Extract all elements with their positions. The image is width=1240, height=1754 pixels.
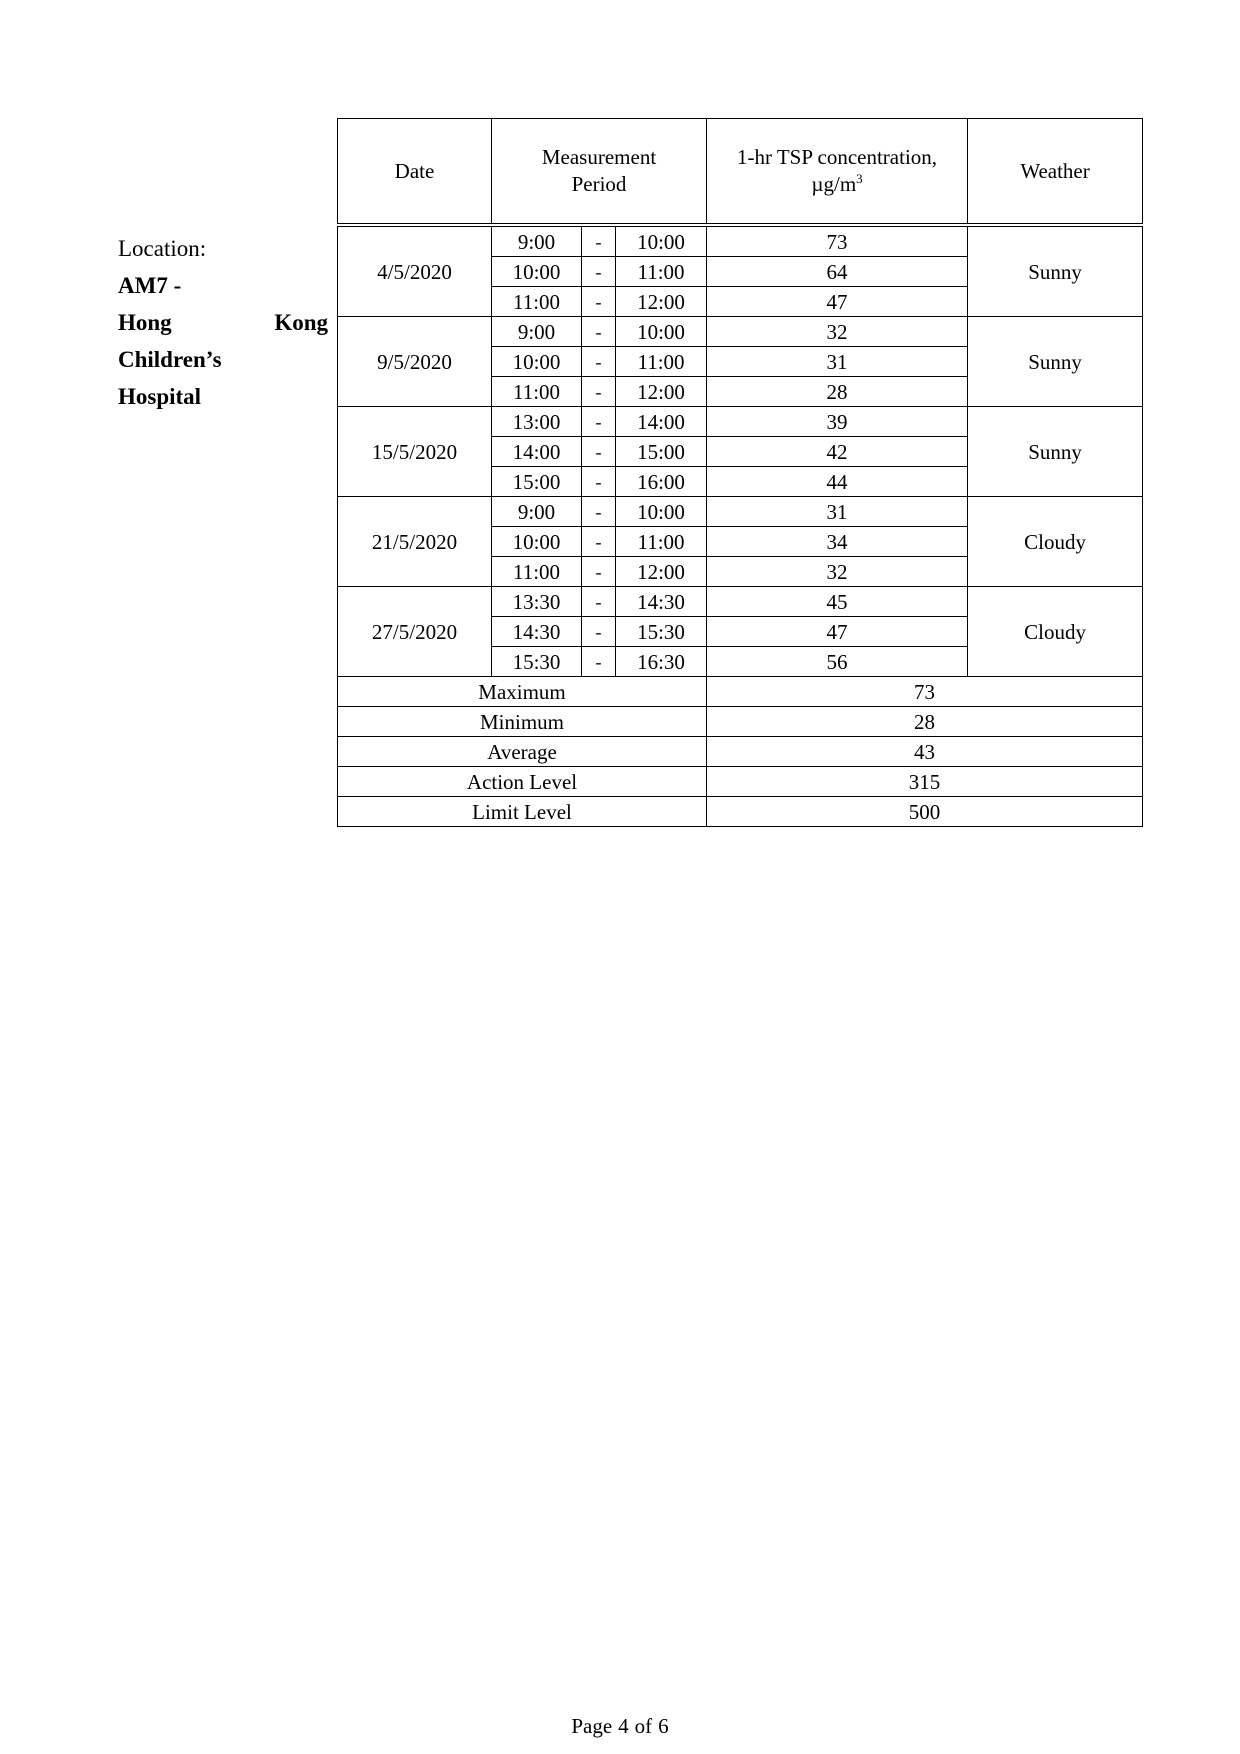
cell-tsp-value: 64 bbox=[707, 257, 968, 287]
cell-tsp-value: 73 bbox=[707, 225, 968, 257]
cell-separator: - bbox=[582, 647, 616, 677]
header-tsp-unit-sup: 3 bbox=[856, 171, 863, 186]
cell-start: 11:00 bbox=[492, 377, 582, 407]
page-footer bbox=[0, 1714, 1240, 1739]
cell-separator: - bbox=[582, 225, 616, 257]
cell-end: 11:00 bbox=[616, 527, 707, 557]
table-body bbox=[338, 225, 1143, 827]
cell-start: 15:30 bbox=[492, 647, 582, 677]
cell-start: 14:00 bbox=[492, 437, 582, 467]
summary-row bbox=[338, 677, 1143, 707]
cell-weather: Sunny bbox=[968, 225, 1143, 317]
summary-row bbox=[338, 767, 1143, 797]
cell-tsp-value: 32 bbox=[707, 557, 968, 587]
cell-weather: Cloudy bbox=[968, 497, 1143, 587]
cell-start: 13:30 bbox=[492, 587, 582, 617]
footer-page-total: 6 bbox=[658, 1714, 669, 1738]
cell-tsp-value: 39 bbox=[707, 407, 968, 437]
cell-weather: Sunny bbox=[968, 407, 1143, 497]
header-weather: Weather bbox=[968, 119, 1143, 226]
cell-weather: Cloudy bbox=[968, 587, 1143, 677]
location-name-word1: Hong bbox=[118, 310, 172, 335]
summary-value: 500 bbox=[707, 797, 1143, 827]
location-name-line2: Children’s bbox=[118, 347, 222, 372]
summary-value: 43 bbox=[707, 737, 1143, 767]
cell-date: 21/5/2020 bbox=[338, 497, 492, 587]
table-row bbox=[338, 407, 1143, 437]
table-row bbox=[338, 587, 1143, 617]
cell-weather: Sunny bbox=[968, 317, 1143, 407]
cell-tsp-value: 32 bbox=[707, 317, 968, 347]
summary-row bbox=[338, 707, 1143, 737]
table-row bbox=[338, 225, 1143, 257]
cell-end: 11:00 bbox=[616, 257, 707, 287]
cell-separator: - bbox=[582, 557, 616, 587]
header-tsp-unit bbox=[811, 172, 862, 196]
cell-tsp-value: 28 bbox=[707, 377, 968, 407]
cell-separator: - bbox=[582, 407, 616, 437]
cell-separator: - bbox=[582, 467, 616, 497]
cell-end: 10:00 bbox=[616, 497, 707, 527]
cell-tsp-value: 47 bbox=[707, 617, 968, 647]
cell-start: 15:00 bbox=[492, 467, 582, 497]
header-period-line1: Measurement bbox=[541, 145, 657, 169]
location-station: AM7 - bbox=[118, 273, 182, 298]
header-period bbox=[492, 119, 707, 226]
cell-tsp-value: 47 bbox=[707, 287, 968, 317]
cell-start: 9:00 bbox=[492, 497, 582, 527]
cell-end: 15:30 bbox=[616, 617, 707, 647]
summary-label: Average bbox=[338, 737, 707, 767]
cell-separator: - bbox=[582, 257, 616, 287]
location-block bbox=[118, 230, 328, 415]
cell-separator: - bbox=[582, 317, 616, 347]
cell-end: 11:00 bbox=[616, 347, 707, 377]
table-row bbox=[338, 317, 1143, 347]
cell-end: 12:00 bbox=[616, 377, 707, 407]
cell-end: 16:00 bbox=[616, 467, 707, 497]
summary-label: Limit Level bbox=[338, 797, 707, 827]
cell-separator: - bbox=[582, 347, 616, 377]
cell-tsp-value: 56 bbox=[707, 647, 968, 677]
header-period-line2: Period bbox=[571, 172, 627, 196]
cell-date: 27/5/2020 bbox=[338, 587, 492, 677]
cell-separator: - bbox=[582, 617, 616, 647]
header-tsp-line1: 1-hr TSP concentration, bbox=[737, 145, 938, 169]
cell-end: 12:00 bbox=[616, 287, 707, 317]
tsp-table bbox=[337, 118, 1143, 827]
summary-label: Minimum bbox=[338, 707, 707, 737]
header-tsp-unit-base: µg/m bbox=[811, 172, 857, 196]
cell-date: 9/5/2020 bbox=[338, 317, 492, 407]
cell-tsp-value: 45 bbox=[707, 587, 968, 617]
location-name-line1 bbox=[118, 304, 328, 341]
cell-tsp-value: 31 bbox=[707, 497, 968, 527]
cell-start: 9:00 bbox=[492, 317, 582, 347]
cell-tsp-value: 44 bbox=[707, 467, 968, 497]
location-label: Location: bbox=[118, 236, 207, 261]
footer-page-word: Page bbox=[571, 1714, 613, 1738]
footer-page-num: 4 bbox=[618, 1714, 629, 1738]
footer-of-word: of bbox=[634, 1714, 653, 1738]
summary-row bbox=[338, 737, 1143, 767]
cell-start: 13:00 bbox=[492, 407, 582, 437]
cell-separator: - bbox=[582, 287, 616, 317]
cell-end: 16:30 bbox=[616, 647, 707, 677]
summary-value: 315 bbox=[707, 767, 1143, 797]
cell-separator: - bbox=[582, 587, 616, 617]
cell-start: 10:00 bbox=[492, 257, 582, 287]
cell-tsp-value: 42 bbox=[707, 437, 968, 467]
cell-end: 15:00 bbox=[616, 437, 707, 467]
cell-end: 14:00 bbox=[616, 407, 707, 437]
header-date: Date bbox=[338, 119, 492, 226]
cell-separator: - bbox=[582, 497, 616, 527]
summary-value: 73 bbox=[707, 677, 1143, 707]
header-tsp bbox=[707, 119, 968, 226]
cell-start: 14:30 bbox=[492, 617, 582, 647]
cell-start: 9:00 bbox=[492, 225, 582, 257]
cell-end: 12:00 bbox=[616, 557, 707, 587]
cell-start: 10:00 bbox=[492, 527, 582, 557]
cell-tsp-value: 34 bbox=[707, 527, 968, 557]
table-row bbox=[338, 497, 1143, 527]
cell-date: 4/5/2020 bbox=[338, 225, 492, 317]
cell-tsp-value: 31 bbox=[707, 347, 968, 377]
summary-label: Maximum bbox=[338, 677, 707, 707]
summary-row bbox=[338, 797, 1143, 827]
cell-end: 10:00 bbox=[616, 317, 707, 347]
table-header-row bbox=[338, 119, 1143, 226]
cell-separator: - bbox=[582, 527, 616, 557]
location-name-word2: Kong bbox=[274, 310, 328, 335]
location-name-line3: Hospital bbox=[118, 384, 202, 409]
cell-start: 11:00 bbox=[492, 557, 582, 587]
cell-start: 11:00 bbox=[492, 287, 582, 317]
cell-date: 15/5/2020 bbox=[338, 407, 492, 497]
cell-separator: - bbox=[582, 377, 616, 407]
cell-separator: - bbox=[582, 437, 616, 467]
cell-end: 10:00 bbox=[616, 225, 707, 257]
cell-start: 10:00 bbox=[492, 347, 582, 377]
summary-label: Action Level bbox=[338, 767, 707, 797]
summary-value: 28 bbox=[707, 707, 1143, 737]
cell-end: 14:30 bbox=[616, 587, 707, 617]
